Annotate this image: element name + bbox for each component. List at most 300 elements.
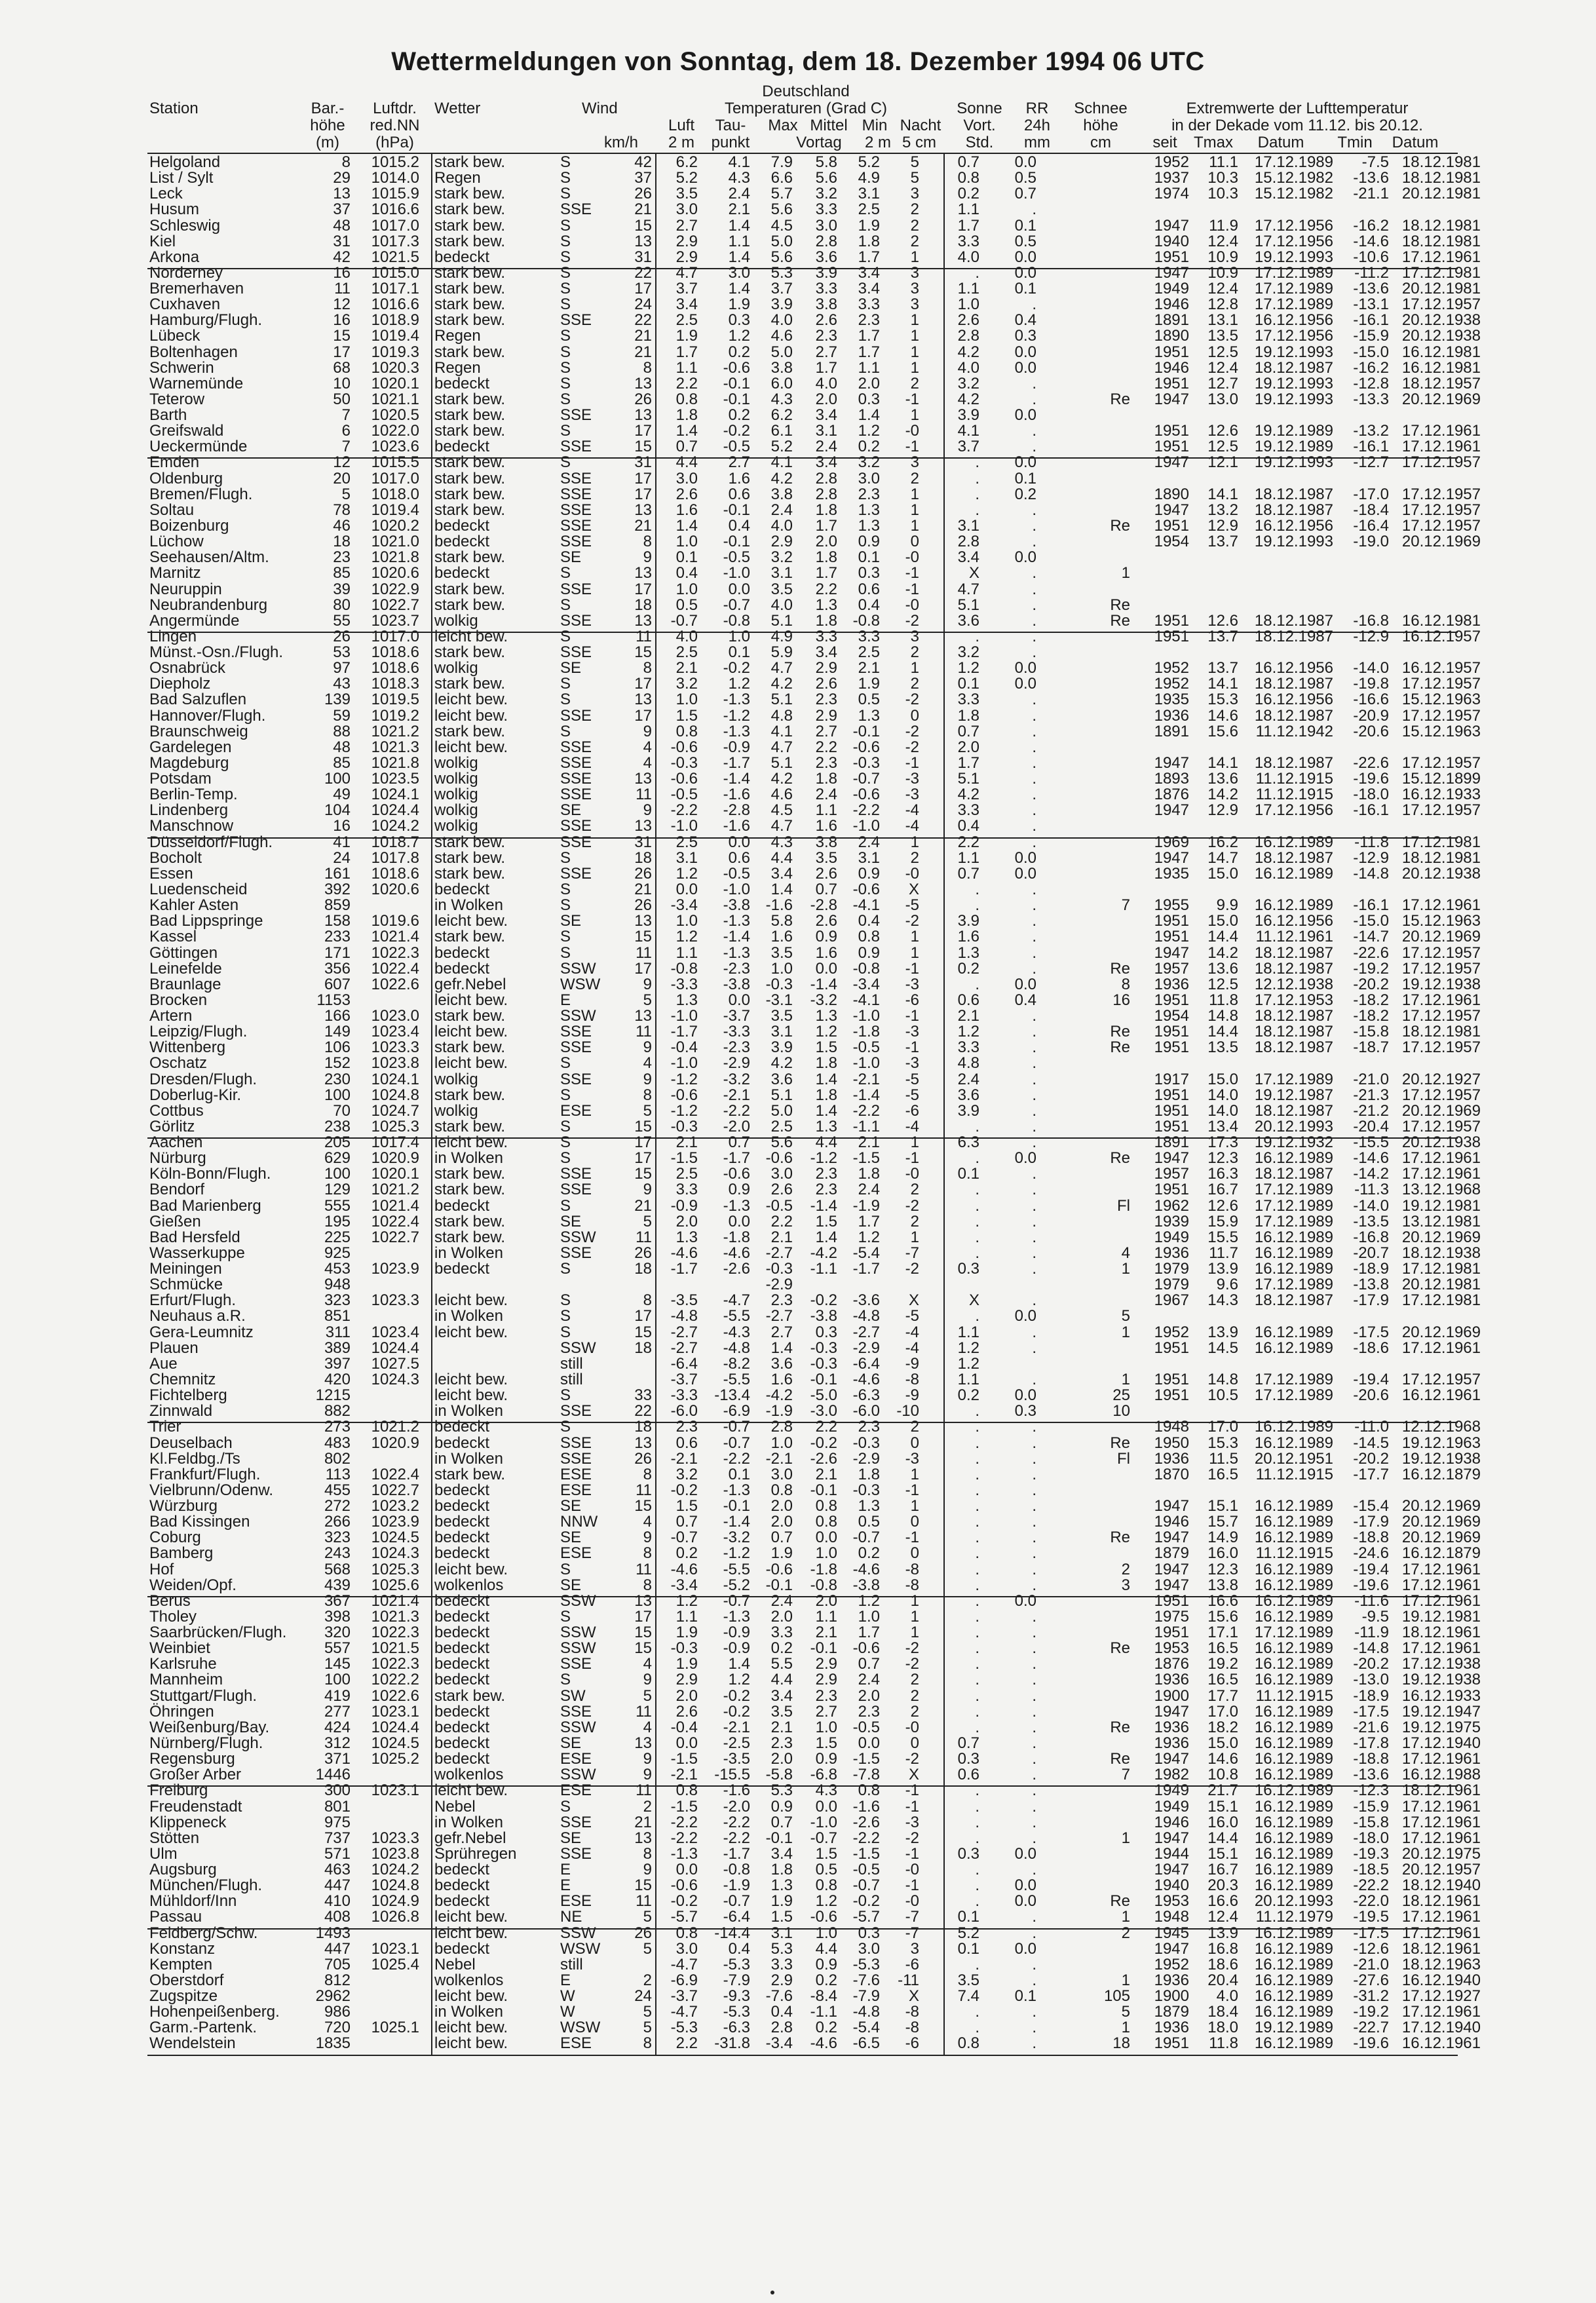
cell-tmax: 15.5 xyxy=(1207,1228,1238,1246)
cell-luftdruck: 1020.5 xyxy=(371,406,419,424)
cell-tmax: 12.4 xyxy=(1207,233,1238,250)
cell-temp-mittel: 1.1 xyxy=(815,1608,837,1626)
cell-luftdruck: 1024.1 xyxy=(371,1071,419,1088)
cell-wetter: stark bew. xyxy=(434,185,506,202)
cell-sonne: 1.8 xyxy=(957,707,979,725)
cell-rr: . xyxy=(1032,1924,1036,1942)
cell-temp-nacht: -2 xyxy=(905,738,919,756)
table-row xyxy=(147,1213,1481,1230)
cell-wind-dir: S xyxy=(560,280,571,297)
cell-schnee: Fl xyxy=(1117,1197,1130,1215)
cell-bar-hoehe: 948 xyxy=(324,1276,351,1293)
cell-wind-speed: 5 xyxy=(643,2003,652,2021)
cell-tmin-datum: 18.12.1938 xyxy=(1401,1244,1481,1262)
cell-temp-max: 5.3 xyxy=(770,1781,793,1799)
cell-tmin-datum: 16.12.1981 xyxy=(1401,343,1481,361)
cell-luftdruck: 1022.7 xyxy=(371,1481,419,1499)
cell-bar-hoehe: 367 xyxy=(324,1592,351,1610)
cell-temp-taupkt: -5.5 xyxy=(723,1307,750,1325)
cell-temp-min: -0.5 xyxy=(852,1038,880,1056)
cell-rr: . xyxy=(1032,1513,1036,1531)
cell-rr: . xyxy=(1032,1023,1036,1040)
table-row xyxy=(147,1086,1481,1104)
cell-rr: 0.1 xyxy=(1014,217,1036,235)
cell-wetter: stark bew. xyxy=(434,390,506,408)
table-row xyxy=(147,202,1458,217)
cell-sonne: . xyxy=(975,1703,979,1721)
cell-temp-max: -1.9 xyxy=(765,1402,793,1420)
cell-sonne: . xyxy=(975,470,979,487)
cell-luftdruck: 1018.0 xyxy=(371,485,419,503)
cell-temp-max: 5.3 xyxy=(770,1940,793,1958)
cell-tmin: -13.2 xyxy=(1353,422,1389,440)
header-luftdr-2: red.NN xyxy=(370,117,420,134)
cell-bar-hoehe: 13 xyxy=(333,185,351,202)
cell-temp-taupkt: -0.2 xyxy=(723,1703,750,1721)
cell-wetter: bedeckt xyxy=(434,944,490,962)
cell-rr: . xyxy=(1032,2019,1036,2036)
cell-temp-taupkt: 0.6 xyxy=(728,485,750,503)
cell-tmin: -17.7 xyxy=(1353,1466,1389,1483)
cell-bar-hoehe: 398 xyxy=(324,1608,351,1626)
table-row xyxy=(147,1639,1481,1657)
cell-temp-max: 3.8 xyxy=(770,485,793,503)
cell-wind-dir: S xyxy=(560,390,571,408)
cell-temp-nacht: 2 xyxy=(910,643,919,661)
cell-wind-speed: 8 xyxy=(643,2034,652,2052)
cell-seit: 1951 xyxy=(1154,1023,1189,1040)
cell-station: Erfurt/Flugh. xyxy=(149,1291,237,1309)
cell-temp-luft: 1.8 xyxy=(675,406,698,424)
cell-temp-max: -2.1 xyxy=(765,1450,793,1468)
cell-temp-nacht: 2 xyxy=(910,1213,919,1230)
cell-bar-hoehe: 571 xyxy=(324,1845,351,1863)
cell-tmin-datum: 17.12.1957 xyxy=(1401,453,1481,471)
cell-rr: . xyxy=(1032,1102,1036,1120)
cell-sonne: . xyxy=(975,1719,979,1736)
cell-tmax-datum: 11.12.1915 xyxy=(1255,786,1333,803)
cell-seit: 1953 xyxy=(1154,1892,1189,1910)
cell-tmax-datum: 17.12.1989 xyxy=(1254,153,1333,171)
table-row xyxy=(147,1071,1481,1088)
cell-wind-speed: 17 xyxy=(634,960,652,978)
cell-temp-nacht: -7 xyxy=(905,1244,919,1262)
cell-seit: 1900 xyxy=(1154,1987,1189,2005)
cell-bar-hoehe: 80 xyxy=(333,596,351,614)
cell-wetter: bedeckt xyxy=(434,1434,490,1452)
cell-wetter: leicht bew. xyxy=(434,1323,508,1341)
cell-tmax: 12.9 xyxy=(1207,517,1238,535)
cell-temp-luft: -6.4 xyxy=(670,1355,698,1373)
cell-sonne: 3.6 xyxy=(957,612,979,630)
cell-temp-luft: -1.5 xyxy=(670,1750,698,1768)
table-row xyxy=(147,1671,1481,1688)
cell-tmin-datum: 17.12.1961 xyxy=(1401,1639,1481,1657)
cell-temp-min: -4.1 xyxy=(852,896,880,914)
cell-tmax-datum: 17.12.1956 xyxy=(1254,327,1333,345)
cell-tmin: -19.6 xyxy=(1353,1576,1389,1594)
cell-wind-speed: 13 xyxy=(634,501,652,519)
cell-temp-luft: 1.2 xyxy=(675,1592,698,1610)
cell-tmax-datum: 19.12.1989 xyxy=(1254,2019,1333,2036)
cell-tmin-datum: 18.12.1940 xyxy=(1401,1876,1481,1894)
cell-temp-nacht: 1 xyxy=(910,359,919,377)
cell-temp-taupkt: 0.1 xyxy=(728,1466,750,1483)
cell-temp-min: 1.4 xyxy=(858,406,880,424)
cell-wetter: Nebel xyxy=(434,1956,476,1973)
cell-bar-hoehe: 389 xyxy=(324,1339,351,1357)
cell-wetter: bedeckt xyxy=(434,1876,490,1894)
cell-station: Braunlage xyxy=(149,976,221,993)
cell-temp-taupkt: -1.3 xyxy=(723,691,750,708)
cell-rr: . xyxy=(1032,628,1036,645)
cell-temp-min: -1.6 xyxy=(852,1798,880,1816)
cell-temp-nacht: -0 xyxy=(905,422,919,440)
cell-temp-mittel: -1.2 xyxy=(810,1149,837,1167)
cell-tmax: 16.5 xyxy=(1207,1639,1238,1657)
cell-temp-mittel: 2.4 xyxy=(815,786,837,803)
cell-tmin: -12.9 xyxy=(1353,849,1389,867)
cell-station: Regensburg xyxy=(149,1750,235,1768)
cell-station: Neuruppin xyxy=(149,581,222,598)
cell-station: Kempten xyxy=(149,1956,213,1973)
cell-wind-speed: 18 xyxy=(634,1260,652,1278)
cell-temp-mittel: -0.2 xyxy=(810,1291,837,1309)
table-row xyxy=(147,1165,1481,1183)
cell-temp-min: -1.0 xyxy=(852,817,880,835)
table-row xyxy=(147,485,1481,503)
cell-tmax-datum: 19.12.1993 xyxy=(1254,343,1333,361)
cell-wind-dir: SSE xyxy=(560,707,592,725)
cell-tmax-datum: 19.12.1989 xyxy=(1254,438,1333,455)
cell-tmin: -14.6 xyxy=(1353,1149,1389,1167)
cell-tmax-datum: 11.12.1961 xyxy=(1255,928,1333,945)
cell-tmax: 11.7 xyxy=(1209,1244,1238,1262)
cell-sonne: 0.6 xyxy=(957,991,979,1009)
cell-sonne: . xyxy=(975,896,979,914)
cell-seit: 1951 xyxy=(1154,1118,1189,1135)
cell-wind-dir: W xyxy=(560,2003,575,2021)
cell-sonne: . xyxy=(975,1876,979,1894)
cell-seit: 1890 xyxy=(1154,485,1189,503)
cell-temp-nacht: -3 xyxy=(905,1814,919,1831)
cell-temp-mittel: 1.0 xyxy=(815,1544,837,1562)
cell-tmin-datum: 19.12.1981 xyxy=(1401,1608,1481,1626)
cell-tmax-datum: 16.12.1989 xyxy=(1254,1244,1333,1262)
cell-tmin: -14.7 xyxy=(1353,928,1389,945)
cell-luftdruck: 1024.4 xyxy=(371,1339,419,1357)
cell-bar-hoehe: 986 xyxy=(324,2003,351,2021)
header-schnee-1: Schnee xyxy=(1074,100,1128,117)
cell-station: Meiningen xyxy=(149,1260,222,1278)
cell-temp-nacht: 0 xyxy=(910,707,919,725)
cell-temp-max: 5.0 xyxy=(770,233,793,250)
cell-temp-mittel: 2.6 xyxy=(815,675,837,693)
cell-temp-max: 5.1 xyxy=(770,691,793,708)
cell-tmax: 18.0 xyxy=(1207,2019,1238,2036)
cell-tmin: -13.5 xyxy=(1353,1213,1389,1230)
cell-tmax-datum: 16.12.1989 xyxy=(1254,1798,1333,1816)
cell-rr: . xyxy=(1032,1054,1036,1072)
cell-temp-mittel: 2.6 xyxy=(815,912,837,930)
cell-temp-min: -0.6 xyxy=(852,881,880,898)
cell-temp-taupkt: -0.2 xyxy=(723,422,750,440)
group-separator xyxy=(147,1928,1458,1930)
cell-temp-luft: 1.0 xyxy=(675,912,698,930)
header-bar-hoehe-1: Bar.- xyxy=(311,100,345,117)
cell-temp-mittel: -1.1 xyxy=(810,1260,837,1278)
cell-temp-nacht: -4 xyxy=(905,817,919,835)
cell-station: Norderney xyxy=(149,264,223,282)
table-row xyxy=(147,849,1481,867)
cell-tmax: 17.7 xyxy=(1207,1687,1238,1705)
cell-temp-min: -2.9 xyxy=(852,1450,880,1468)
cell-seit: 1947 xyxy=(1154,944,1189,962)
cell-rr: . xyxy=(1032,2003,1036,2021)
cell-temp-max: -0.1 xyxy=(765,1576,793,1594)
table-row xyxy=(147,1814,1481,1831)
cell-temp-luft: -3.5 xyxy=(670,1291,698,1309)
cell-temp-taupkt: 1.2 xyxy=(728,1671,750,1688)
cell-rr: 0.3 xyxy=(1014,327,1036,345)
cell-luftdruck: 1019.2 xyxy=(371,707,419,725)
cell-sonne: 3.9 xyxy=(957,1102,979,1120)
cell-tmin: -13.0 xyxy=(1353,1671,1389,1688)
cell-temp-nacht: 2 xyxy=(910,470,919,487)
cell-wind-dir: S xyxy=(560,217,571,235)
cell-temp-min: 0.8 xyxy=(858,928,880,945)
cell-wetter: stark bew. xyxy=(434,643,506,661)
cell-temp-max: 6.2 xyxy=(770,406,793,424)
cell-temp-mittel: 3.8 xyxy=(815,295,837,313)
cell-sonne: 0.3 xyxy=(957,1260,979,1278)
cell-station: Klippeneck xyxy=(149,1814,227,1831)
cell-temp-min: 1.8 xyxy=(858,1165,880,1183)
cell-tmax: 14.2 xyxy=(1207,786,1238,803)
cell-station: Berlin-Temp. xyxy=(149,786,238,803)
table-row xyxy=(147,1892,1481,1910)
cell-temp-taupkt: -0.7 xyxy=(723,596,750,614)
cell-wind-speed: 18 xyxy=(634,849,652,867)
cell-tmax-datum: 17.12.1989 xyxy=(1254,280,1333,297)
cell-wetter: stark bew. xyxy=(434,264,506,282)
cell-wetter: in Wolken xyxy=(434,1402,503,1420)
cell-wind-speed: 13 xyxy=(634,912,652,930)
cell-tmax: 17.0 xyxy=(1207,1703,1238,1721)
header-max: Max xyxy=(768,117,798,134)
cell-tmin-datum: 19.12.1938 xyxy=(1401,1671,1481,1688)
cell-tmax-datum: 16.12.1989 xyxy=(1254,1592,1333,1610)
cell-tmax-datum: 16.12.1956 xyxy=(1254,691,1333,708)
cell-wetter: in Wolken xyxy=(434,1149,503,1167)
cell-sonne: 0.2 xyxy=(957,960,979,978)
cell-rr: . xyxy=(1032,1814,1036,1831)
cell-wind-dir: ESE xyxy=(560,1750,592,1768)
cell-tmin-datum: 20.12.1969 xyxy=(1401,1323,1481,1341)
cell-luftdruck: 1017.0 xyxy=(371,470,419,487)
cell-tmax-datum: 16.12.1989 xyxy=(1254,1529,1333,1546)
cell-temp-max: -2.7 xyxy=(765,1244,793,1262)
cell-luftdruck: 1023.7 xyxy=(371,612,419,630)
cell-station: Großer Arber xyxy=(149,1766,242,1783)
cell-station: Kahler Asten xyxy=(149,896,239,914)
cell-schnee: 1 xyxy=(1121,1371,1130,1388)
table-row xyxy=(147,1529,1481,1546)
cell-wind-speed: 2 xyxy=(643,1798,652,1816)
cell-seit: 1951 xyxy=(1154,612,1189,630)
cell-tmax: 13.9 xyxy=(1207,1260,1238,1278)
cell-bar-hoehe: 145 xyxy=(324,1655,351,1673)
cell-bar-hoehe: 447 xyxy=(324,1940,351,1958)
cell-temp-mittel: 2.8 xyxy=(815,470,837,487)
cell-wetter: stark bew. xyxy=(434,1228,506,1246)
cell-bar-hoehe: 424 xyxy=(324,1719,351,1736)
cell-wind-speed: 21 xyxy=(634,881,652,898)
cell-temp-mittel: 2.6 xyxy=(815,865,837,883)
cell-seit: 1952 xyxy=(1154,659,1189,677)
cell-tmax: 12.9 xyxy=(1207,801,1238,819)
cell-temp-min: 3.3 xyxy=(858,295,880,313)
cell-seit: 1945 xyxy=(1154,1924,1189,1942)
cell-tmax-datum: 17.12.1989 xyxy=(1254,1624,1333,1641)
table-row xyxy=(147,1149,1481,1167)
cell-wind-dir: SSE xyxy=(560,501,592,519)
cell-temp-mittel: 1.0 xyxy=(815,1924,837,1942)
cell-tmin: -12.3 xyxy=(1353,1781,1389,1799)
cell-sonne: 5.1 xyxy=(957,770,979,788)
cell-station: Brocken xyxy=(149,991,208,1009)
cell-station: Freudenstadt xyxy=(149,1798,242,1816)
cell-temp-min: -0.6 xyxy=(852,1639,880,1657)
cell-tmin-datum: 18.12.1957 xyxy=(1401,375,1481,392)
cell-station: Cuxhaven xyxy=(149,295,221,313)
cell-temp-min: 2.3 xyxy=(858,485,880,503)
cell-wind-dir: S xyxy=(560,375,571,392)
cell-temp-mittel: 2.2 xyxy=(815,738,837,756)
cell-station: Warnemünde xyxy=(149,375,244,392)
cell-station: Boltenhagen xyxy=(149,343,238,361)
cell-rr: 0.0 xyxy=(1014,1940,1036,1958)
cell-wetter: stark bew. xyxy=(434,1165,506,1183)
cell-temp-max: 5.6 xyxy=(770,1133,793,1151)
table-row xyxy=(147,1038,1481,1056)
cell-seit: 1979 xyxy=(1154,1276,1189,1293)
cell-seit: 1950 xyxy=(1154,1434,1189,1452)
cell-tmin-datum: 18.12.1981 xyxy=(1401,233,1481,250)
cell-wind-speed: 17 xyxy=(634,1608,652,1626)
cell-luftdruck: 1021.4 xyxy=(371,1197,419,1215)
cell-sonne: 7.4 xyxy=(957,1987,979,2005)
cell-temp-taupkt: 0.9 xyxy=(728,1181,750,1198)
cell-luftdruck: 1017.0 xyxy=(371,628,419,645)
cell-wind-speed: 9 xyxy=(643,1671,652,1688)
cell-tmin-datum: 17.12.1961 xyxy=(1401,1339,1481,1357)
cell-temp-max: 2.4 xyxy=(770,1592,793,1610)
cell-temp-min: -2.2 xyxy=(852,1102,880,1120)
cell-wind-dir: WSW xyxy=(560,976,601,993)
cell-sonne: 3.1 xyxy=(957,517,979,535)
cell-sonne: . xyxy=(975,1544,979,1562)
cell-temp-max: 3.8 xyxy=(770,359,793,377)
cell-bar-hoehe: 11 xyxy=(334,280,351,297)
column-rule xyxy=(943,153,945,2055)
cell-luftdruck: 1021.1 xyxy=(371,390,419,408)
cell-sonne: . xyxy=(975,1671,979,1688)
cell-wind-dir: S xyxy=(560,295,571,313)
cell-temp-taupkt: -2.3 xyxy=(723,960,750,978)
cell-tmin-datum: 18.12.1961 xyxy=(1401,1781,1481,1799)
cell-sonne: X xyxy=(968,564,979,582)
cell-tmin-datum: 13.12.1968 xyxy=(1401,1181,1481,1198)
cell-temp-nacht: -6 xyxy=(905,1102,919,1120)
cell-tmax-datum: 18.12.1987 xyxy=(1254,1038,1333,1056)
cell-sonne: . xyxy=(975,1244,979,1262)
cell-temp-taupkt: -1.3 xyxy=(723,912,750,930)
table-row xyxy=(147,1244,1481,1262)
cell-bar-hoehe: 802 xyxy=(324,1450,351,1468)
header-deutschland: Deutschland xyxy=(762,83,850,100)
cell-temp-max: 1.6 xyxy=(770,928,793,945)
cell-sonne: 2.4 xyxy=(957,1071,979,1088)
group-separator xyxy=(147,268,1458,269)
cell-tmin: -19.2 xyxy=(1353,2003,1389,2021)
cell-temp-nacht: 1 xyxy=(910,327,919,345)
cell-temp-mittel: 2.0 xyxy=(815,1592,837,1610)
cell-temp-max: 1.5 xyxy=(770,1908,793,1926)
cell-tmin-datum: 18.12.1981 xyxy=(1401,169,1481,187)
cell-seit: 1935 xyxy=(1154,865,1189,883)
cell-station: Passau xyxy=(149,1908,202,1926)
cell-temp-max: 1.4 xyxy=(770,881,793,898)
cell-tmin: -22.0 xyxy=(1353,1892,1389,1910)
table-row xyxy=(147,327,1481,345)
cell-temp-max: 1.9 xyxy=(770,1892,793,1910)
cell-temp-taupkt: -2.3 xyxy=(723,1038,750,1056)
cell-tmin: -22.6 xyxy=(1353,944,1389,962)
cell-temp-taupkt: 1.4 xyxy=(728,280,750,297)
cell-sonne: . xyxy=(975,1781,979,1799)
cell-rr: . xyxy=(1032,200,1036,218)
cell-tmin-datum: 19.12.1938 xyxy=(1401,1450,1481,1468)
cell-temp-mittel: 4.3 xyxy=(815,1781,837,1799)
cell-wetter: stark bew. xyxy=(434,1466,506,1483)
cell-wetter: bedeckt xyxy=(434,248,490,266)
header-min: Min xyxy=(862,117,888,134)
cell-seit: 1947 xyxy=(1154,1576,1189,1594)
cell-station: Feldberg/Schw. xyxy=(149,1924,258,1942)
cell-wind-speed: 31 xyxy=(634,453,652,471)
table-row xyxy=(147,582,1458,597)
table-row xyxy=(147,1228,1481,1246)
cell-temp-taupkt: -0.7 xyxy=(723,1434,750,1452)
cell-temp-min: 2.3 xyxy=(858,311,880,329)
cell-temp-taupkt: 1.1 xyxy=(728,233,750,250)
table-row xyxy=(147,1007,1481,1025)
cell-tmin: -21.1 xyxy=(1353,185,1389,202)
cell-seit: 1947 xyxy=(1154,1497,1189,1515)
cell-temp-max: 4.7 xyxy=(770,659,793,677)
cell-bar-hoehe: 161 xyxy=(324,865,351,883)
cell-temp-min: 1.7 xyxy=(858,248,880,266)
cell-rr: 0.0 xyxy=(1014,1386,1036,1404)
cell-tmax: 12.6 xyxy=(1207,612,1238,630)
cell-temp-luft: -0.8 xyxy=(670,960,698,978)
cell-temp-nacht: -2 xyxy=(905,691,919,708)
cell-schnee: Re xyxy=(1110,1023,1130,1040)
cell-luftdruck: 1025.3 xyxy=(371,1118,419,1135)
cell-wind-speed: 22 xyxy=(634,311,652,329)
cell-luftdruck: 1021.5 xyxy=(371,248,419,266)
